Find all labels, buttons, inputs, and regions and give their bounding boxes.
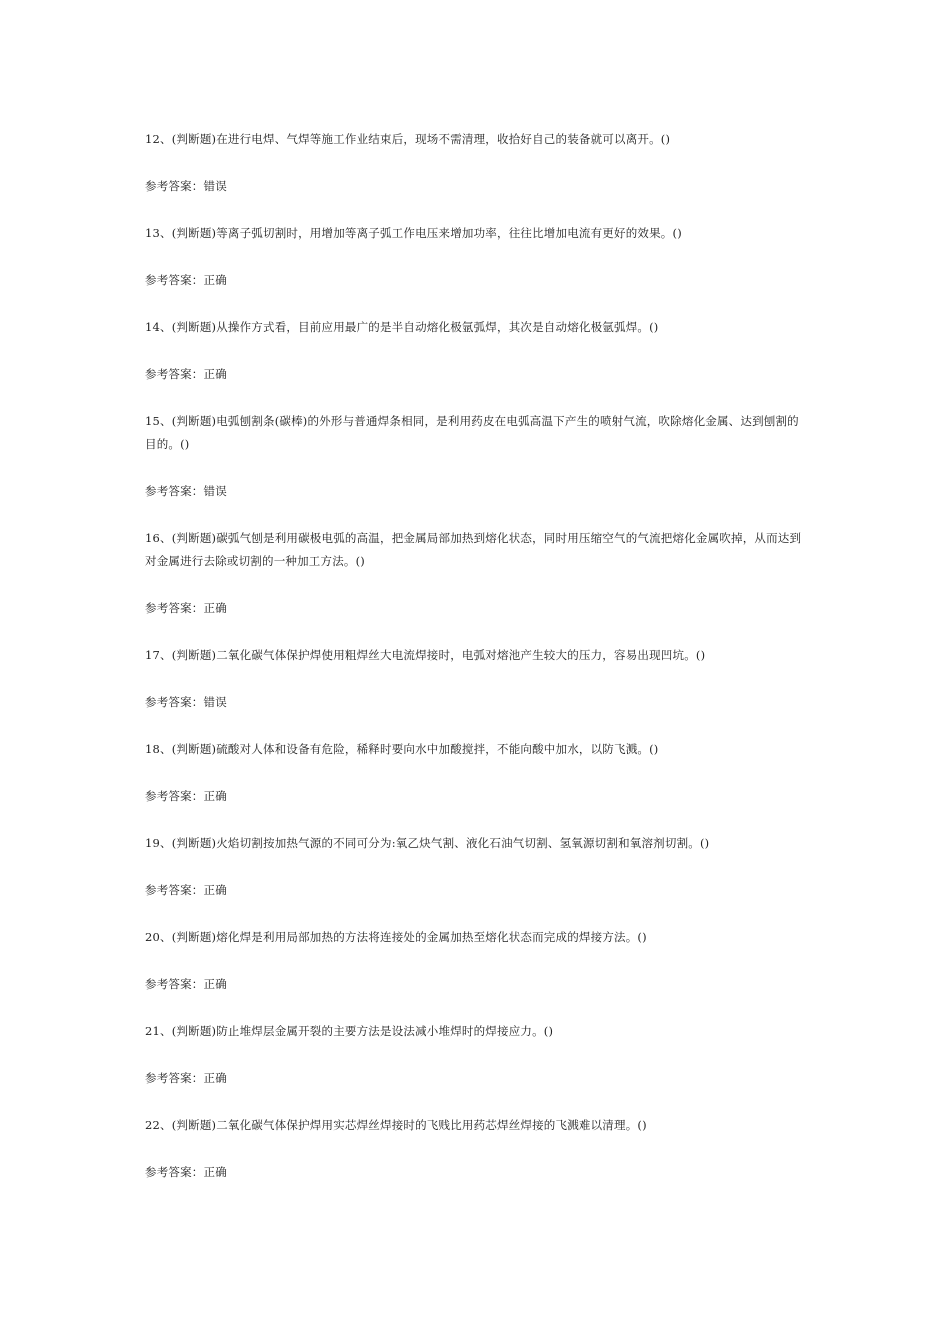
question-text: 13、(判断题)等离子弧切割时，用增加等离子弧工作电压来增加功率，往往比增加电流有更好的效果。() [145, 226, 682, 240]
answer-text: 参考答案：正确 [145, 1165, 227, 1179]
answer-text: 参考答案：正确 [145, 977, 227, 991]
answer-text: 参考答案：正确 [145, 1071, 227, 1085]
question-item-20 [145, 926, 810, 1020]
question-item-17 [145, 644, 810, 738]
question-item-18 [145, 738, 810, 832]
question-text: 17、(判断题)二氧化碳气体保护焊使用粗焊丝大电流焊接时，电弧对熔池产生较大的压力，容易出现凹坑。() [145, 648, 706, 662]
question-text: 18、(判断题)硫酸对人体和设备有危险，稀释时要向水中加酸搅拌，不能向酸中加水，以防飞溅。() [145, 742, 659, 756]
question-item-19 [145, 832, 810, 926]
answer-text: 参考答案：正确 [145, 273, 227, 287]
question-text: 15、(判断题)电弧刨割条(碳棒)的外形与普通焊条相同，是利用药皮在电弧高温下产生的喷射气流，吹除熔化金属、达到刨割的目的。() [145, 414, 799, 451]
answer-text: 参考答案：正确 [145, 601, 227, 615]
question-text: 19、(判断题)火焰切割按加热气源的不同可分为:氧乙炔气割、液化石油气切割、氢氧源切割和氧溶剂切割。() [145, 836, 710, 850]
question-text: 12、(判断题)在进行电焊、气焊等施工作业结束后，现场不需清理，收拾好自己的装备就可以离开。() [145, 132, 671, 146]
question-text: 16、(判断题)碳弧气刨是利用碳极电弧的高温，把金属局部加热到熔化状态，同时用压缩空气的气流把熔化金属吹掉，从而达到对金属进行去除或切割的一种加工方法。() [145, 531, 802, 568]
question-text: 14、(判断题)从操作方式看，目前应用最广的是半自动熔化极氩弧焊，其次是自动熔化极氩弧焊。() [145, 320, 659, 334]
question-item-21 [145, 1020, 810, 1114]
question-item-14 [145, 316, 810, 410]
question-text: 21、(判断题)防止堆焊层金属开裂的主要方法是设法减小堆焊时的焊接应力。() [145, 1024, 554, 1038]
question-item-15 [145, 410, 810, 527]
question-item-12 [145, 128, 810, 222]
question-item-16 [145, 527, 810, 644]
answer-text: 参考答案：错误 [145, 695, 227, 709]
question-item-22 [145, 1114, 810, 1184]
question-text: 20、(判断题)熔化焊是利用局部加热的方法将连接处的金属加热至熔化状态而完成的焊接方法。() [145, 930, 647, 944]
answer-text: 参考答案：正确 [145, 789, 227, 803]
answer-text: 参考答案：正确 [145, 367, 227, 381]
answer-text: 参考答案：错误 [145, 484, 227, 498]
answer-text: 参考答案：正确 [145, 883, 227, 897]
question-item-13 [145, 222, 810, 316]
answer-text: 参考答案：错误 [145, 179, 227, 193]
question-list [145, 128, 810, 1184]
question-text: 22、(判断题)二氧化碳气体保护焊用实芯焊丝焊接时的飞贱比用药芯焊丝焊接的飞溅难以清理。() [145, 1118, 647, 1132]
